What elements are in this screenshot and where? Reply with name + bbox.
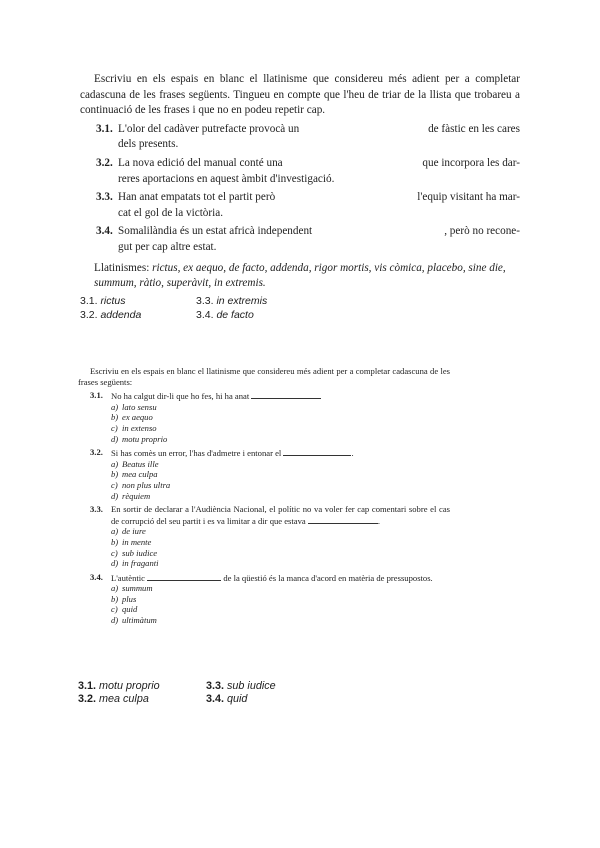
answer-text: quid: [227, 692, 248, 705]
answer-number: 3.4.: [206, 692, 225, 705]
option-letter: d): [111, 490, 119, 501]
option-text: ex aequo: [122, 412, 153, 423]
question-number: 3.3.: [90, 504, 103, 515]
option: [111, 412, 450, 423]
answer-text: de facto: [216, 308, 254, 321]
answer-text: rictus: [100, 295, 126, 307]
option-text: plus: [122, 593, 137, 604]
option: [111, 469, 450, 480]
question-stem-text: L'autèntic: [111, 572, 145, 583]
option: [111, 548, 450, 559]
option: [111, 583, 450, 594]
option-letter: c): [111, 479, 118, 490]
option: [111, 491, 450, 502]
question-stem: [111, 572, 450, 584]
answer-item: [206, 680, 346, 693]
answer-blank: [251, 390, 321, 399]
option-text: in fraganti: [122, 558, 159, 569]
option-text: in extenso: [122, 422, 157, 433]
option-text: lato sensu: [122, 401, 157, 412]
option: [111, 526, 450, 537]
question-stem-after: .: [377, 515, 381, 526]
option-text: non plus ultra: [122, 479, 171, 490]
option: [111, 459, 450, 470]
option-letter: a): [111, 583, 119, 594]
option-letter: d): [111, 615, 119, 626]
option: [111, 434, 450, 445]
option-letter: b): [111, 536, 119, 547]
option: [111, 402, 450, 413]
exercise-1-question: [80, 190, 520, 221]
answer-blank: [308, 515, 381, 526]
question-stem-after: de la qüestió és la manca d'acord en matèria de pressupostos.: [223, 572, 433, 583]
option-text: in mente: [122, 536, 152, 547]
answers-2: [78, 680, 358, 706]
latinisms-label: Llatinismes:: [94, 261, 150, 274]
exercise-1: [80, 72, 520, 292]
question-text-before: L'olor del cadàver putrefacte provocà un: [118, 122, 300, 135]
answer-number: 3.4.: [196, 308, 214, 321]
question-number: 3.1.: [90, 390, 103, 401]
answer-item: [196, 295, 336, 309]
option-letter: c): [111, 547, 118, 558]
answer-number: 3.3.: [196, 295, 214, 307]
answer-item: [78, 693, 206, 706]
question-number: 3.3.: [96, 191, 113, 204]
question-stem-after: .: [351, 448, 354, 459]
option-text: Beatus ille: [122, 458, 159, 469]
answer-text: in extremis: [216, 295, 268, 307]
option: [111, 594, 450, 605]
exercise-1-question: [80, 122, 520, 153]
answer-item: [80, 309, 196, 323]
question-text-before: Han anat empatats tot el partit però: [118, 191, 276, 204]
option-text: summum: [122, 583, 153, 594]
answer-text: addenda: [100, 308, 142, 321]
question-number: 3.1.: [96, 122, 113, 135]
answer-text: motu proprio: [99, 680, 160, 692]
option-letter: b): [111, 593, 119, 604]
option-text: rèquiem: [122, 490, 151, 501]
option: [111, 604, 450, 615]
exercise-2-question: [78, 572, 450, 626]
answer-number: 3.2.: [80, 308, 98, 321]
option-text: sub iudice: [122, 547, 158, 558]
exercise-2: [78, 366, 450, 626]
exercise-1-question: [80, 224, 520, 255]
option-letter: a): [111, 526, 119, 537]
answer-number: 3.3.: [206, 680, 225, 692]
answer-item: [206, 693, 346, 706]
answer-number: 3.1.: [80, 295, 98, 307]
exercise-1-intro: Escriviu en els espais en blanc el llatinisme que considereu més adient per a completar cadascuna de les frases següents. Tingueu en compte que l'heu de triar de la llista que trobareu a continuació de les frases i que no en podeu repetir cap.: [80, 73, 520, 117]
answer-item: [80, 295, 196, 309]
option-letter: b): [111, 412, 119, 423]
question-text-before: La nova edició del manual conté una: [118, 156, 283, 169]
question-text-after: que incorpora les dar-: [422, 156, 520, 169]
answer-blank: [147, 572, 221, 581]
option-letter: a): [111, 401, 119, 412]
question-stem: [111, 447, 450, 459]
answer-text: mea culpa: [99, 692, 149, 705]
exercise-2-intro: Escriviu en els espais en blanc el llatinisme que considereu més adient per a completar cadascuna de les frases següents:: [78, 366, 450, 387]
question-stem-text: No ha calgut dir-li que ho fes, hi ha anat: [111, 391, 250, 402]
question-text-continued: reres aportacions en aquest àmbit d'investigació.: [118, 172, 335, 185]
option: [111, 537, 450, 548]
question-stem-text: En sortir de declarar a l'Audiència Nacional, el polític no va voler fer cap comentari sobre el cas de corrupció del seu partit i es va limitar a dir que estava: [111, 504, 450, 526]
exercise-2-question: [78, 390, 450, 444]
exercise-1-question: [80, 156, 520, 187]
question-text-after: , però no recone-: [444, 225, 520, 238]
option: [111, 615, 450, 626]
option-letter: b): [111, 469, 119, 480]
option-letter: d): [111, 433, 119, 444]
option-letter: d): [111, 558, 119, 569]
question-number: 3.2.: [90, 447, 103, 458]
option: [111, 480, 450, 491]
answer-item: [196, 309, 336, 323]
option-letter: a): [111, 458, 119, 469]
answer-text: sub iudice: [227, 680, 276, 692]
exercise-2-question: [78, 447, 450, 501]
option-text: mea culpa: [122, 469, 158, 480]
answer-blank: [283, 447, 354, 459]
answers-1: [80, 295, 340, 322]
question-text-before: Somalilàndia és un estat africà independent: [118, 225, 313, 238]
question-text-continued: cat el gol de la victòria.: [118, 206, 223, 219]
latinisms-items: rictus, ex aequo, de facto, addenda, rigor mortis, vis còmica, placebo, sine die, summum, ràtio, superàvit, in extremis.: [94, 261, 506, 290]
question-stem-text: Si has comès un error, l'has d'admetre i entonar el: [111, 448, 282, 459]
option: [111, 423, 450, 434]
option: [111, 558, 450, 569]
answer-item: [78, 680, 206, 693]
option-text: quid: [122, 604, 138, 615]
option-text: de iure: [122, 526, 146, 537]
answer-number: 3.1.: [78, 680, 97, 692]
question-number: 3.4.: [90, 571, 103, 582]
question-stem: [111, 390, 450, 402]
question-text-continued: gut per cap altre estat.: [118, 240, 217, 253]
option-letter: c): [111, 422, 118, 433]
option-text: motu proprio: [122, 433, 168, 444]
question-number: 3.4.: [96, 225, 113, 238]
question-text-continued: dels presents.: [118, 138, 179, 151]
question-stem: [111, 504, 450, 526]
option-letter: c): [111, 604, 118, 615]
question-text-after: de fàstic en les cares: [428, 122, 520, 135]
question-number: 3.2.: [96, 156, 113, 169]
latinisms-list: [80, 261, 520, 292]
answer-number: 3.2.: [78, 692, 97, 705]
exercise-2-question: [78, 504, 450, 569]
question-text-after: l'equip visitant ha mar-: [417, 191, 520, 204]
option-text: ultimàtum: [122, 615, 157, 626]
